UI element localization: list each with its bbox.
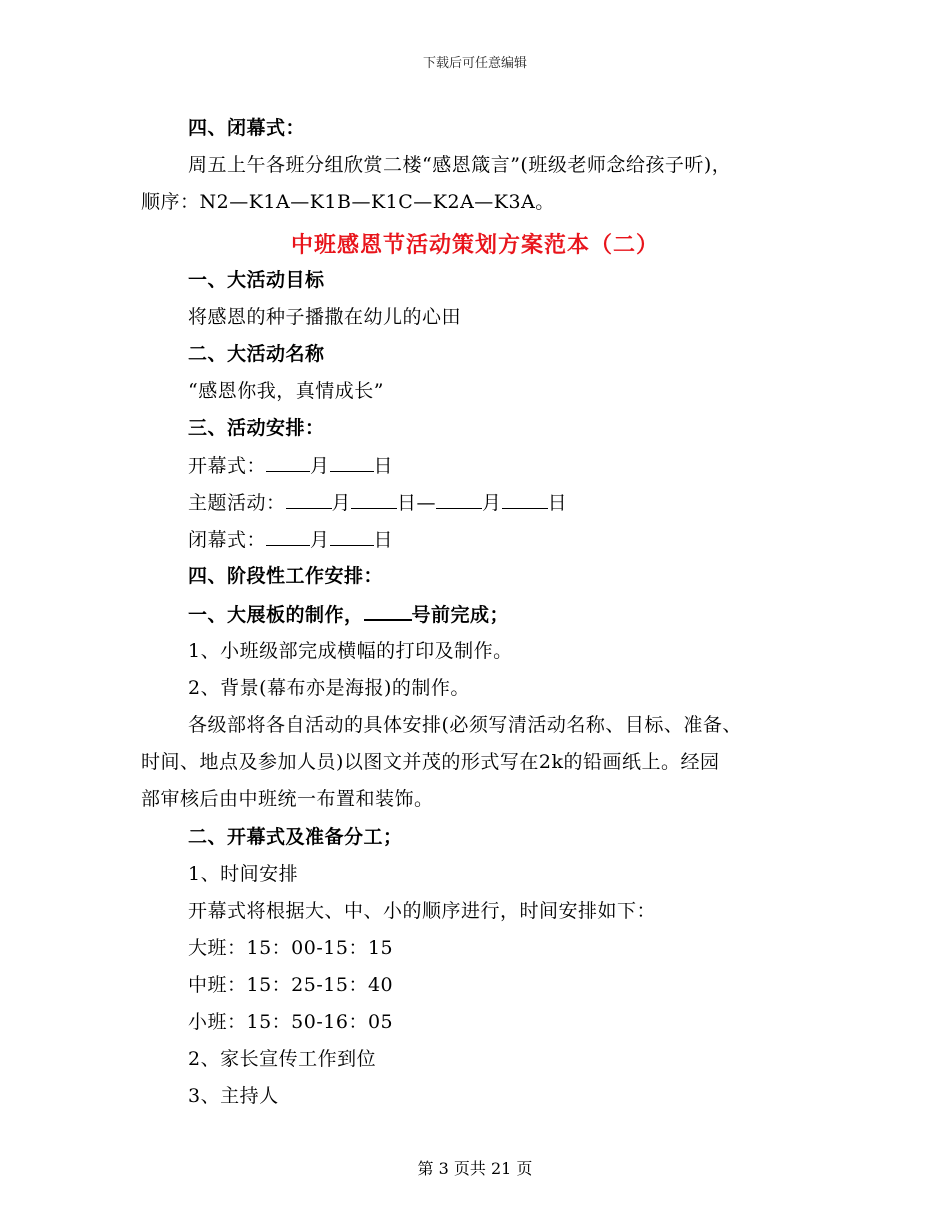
day-label: 日 xyxy=(547,492,568,514)
month-label: 月 xyxy=(331,492,352,514)
stage-sub1-prefix: 一、大展板的制作， xyxy=(188,604,364,626)
goal-text: 将感恩的种子播撒在幼儿的心田 xyxy=(188,306,462,328)
name-heading: 二、大活动名称 xyxy=(188,343,325,365)
closing-paragraph-line-2: 顺序：N2—K1A—K1B—K1C—K2A—K3A。 xyxy=(141,191,555,213)
host-item: 3、主持人 xyxy=(188,1085,279,1107)
month-label: 月 xyxy=(310,455,330,477)
mid-class-time: 中班：15：25-15：40 xyxy=(188,974,394,996)
page-footer: 第 3 页共 21 页 xyxy=(417,1159,533,1178)
month-blank xyxy=(266,453,310,472)
stage-item-1: 1、小班级部完成横幅的打印及制作。 xyxy=(188,640,513,662)
month-blank xyxy=(436,490,482,509)
big-class-time: 大班：15：00-15：15 xyxy=(188,937,394,959)
closing-label: 闭幕式： xyxy=(188,529,267,551)
day-blank xyxy=(330,527,374,546)
time-heading: 1、时间安排 xyxy=(188,863,299,885)
closing-paragraph-line-1: 周五上午各班分组欣赏二楼“感恩箴言”(班级老师念给孩子听)， xyxy=(188,154,732,176)
date-range-dash: — xyxy=(416,492,437,514)
theme-date-line xyxy=(188,490,567,515)
day-label: 日 xyxy=(397,492,417,514)
time-intro: 开幕式将根据大、中、小的顺序进行，时间安排如下： xyxy=(188,900,657,922)
stage-paragraph-line-1: 各级部将各自活动的具体安排(必须写清活动名称、目标、准备、 xyxy=(188,714,742,736)
opening-date-line xyxy=(188,453,393,478)
page-header: 下载后可任意编辑 xyxy=(422,56,527,71)
stage-heading: 四、阶段性工作安排： xyxy=(188,565,384,587)
month-blank xyxy=(266,527,310,546)
goal-heading: 一、大活动目标 xyxy=(188,269,325,291)
day-label: 日 xyxy=(373,529,394,551)
closing-heading: 四、闭幕式： xyxy=(188,117,306,139)
document-title: 中班感恩节活动策划方案范本（二） xyxy=(290,233,659,258)
month-label: 月 xyxy=(482,492,502,514)
stage-sub1-heading xyxy=(188,601,509,627)
opening-label: 开幕式： xyxy=(188,455,267,477)
stage-item-2: 2、背景(幕布亦是海报)的制作。 xyxy=(188,677,470,699)
parent-publicity-item: 2、家长宣传工作到位 xyxy=(188,1048,377,1070)
month-blank xyxy=(286,490,332,509)
day-blank xyxy=(351,490,397,509)
stage-paragraph-line-3: 部审核后由中班统一布置和装饰。 xyxy=(141,788,434,810)
theme-label: 主题活动： xyxy=(188,492,286,514)
closing-date-line xyxy=(188,527,393,552)
day-blank xyxy=(502,490,548,509)
name-text: “感恩你我，真情成长” xyxy=(188,380,384,402)
small-class-time: 小班：15：50-16：05 xyxy=(188,1011,394,1033)
stage-paragraph-line-2: 时间、地点及参加人员)以图文并茂的形式写在2k的铅画纸上。经园 xyxy=(141,751,720,773)
schedule-heading: 三、活动安排： xyxy=(188,417,325,439)
stage-sub1-suffix: 号前完成； xyxy=(411,604,510,626)
day-blank xyxy=(330,453,374,472)
month-label: 月 xyxy=(310,529,330,551)
stage-sub2-heading: 二、开幕式及准备分工； xyxy=(188,826,403,848)
day-label: 日 xyxy=(373,455,394,477)
date-blank xyxy=(364,601,412,621)
